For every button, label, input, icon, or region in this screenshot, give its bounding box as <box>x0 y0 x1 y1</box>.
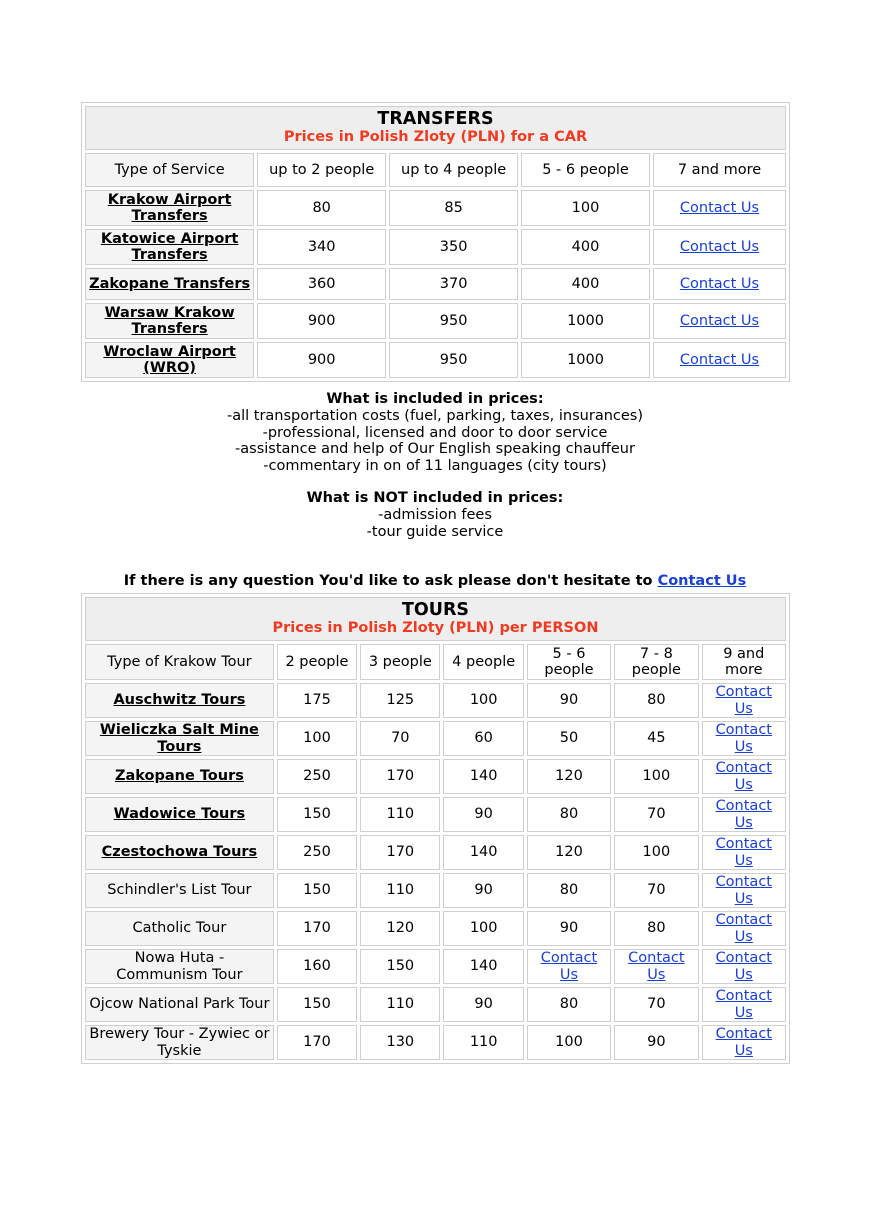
contact-us-link[interactable]: Contact Us <box>715 874 772 907</box>
contact-us-link[interactable]: Contact Us <box>715 760 772 793</box>
price-cell: 400 <box>521 268 650 300</box>
price-cell: 400 <box>521 229 650 265</box>
excluded-heading: What is NOT included in prices: <box>306 490 564 506</box>
price-cell: 100 <box>521 190 650 226</box>
price-cell: 170 <box>360 759 440 794</box>
table-row <box>85 721 786 756</box>
price-cell: 140 <box>443 835 523 870</box>
contact-us-link[interactable]: Contact Us <box>715 988 772 1021</box>
column-header: up to 2 people <box>257 153 386 187</box>
included-item: -all transportation costs (fuel, parking, taxes, insurances) <box>226 407 643 424</box>
price-cell: 80 <box>614 911 698 946</box>
table-row <box>85 911 786 946</box>
price-cell: 170 <box>277 1025 357 1060</box>
table-row <box>85 190 786 226</box>
tours-title: TOURS <box>401 600 470 620</box>
contact-us-link[interactable]: Contact Us <box>715 684 772 717</box>
price-cell: 110 <box>360 987 440 1022</box>
transfers-table <box>81 102 790 382</box>
price-cell: 140 <box>443 949 523 984</box>
column-header: 9 and more <box>702 644 786 680</box>
price-cell: 250 <box>277 835 357 870</box>
included-section <box>0 391 870 475</box>
table-row <box>85 987 786 1022</box>
price-cell: 80 <box>257 190 386 226</box>
price-cell: 90 <box>614 1025 698 1060</box>
price-cell: 170 <box>360 835 440 870</box>
question-text: If there is any question You'd like to ask please don't hesitate to <box>123 573 653 589</box>
transfers-title-cell <box>85 106 786 150</box>
contact-us-link[interactable]: Contact Us <box>679 199 760 216</box>
price-cell: 100 <box>527 1025 611 1060</box>
table-row <box>85 797 786 832</box>
price-cell: 45 <box>614 721 698 756</box>
price-cell: 70 <box>614 873 698 908</box>
price-cell: 80 <box>527 873 611 908</box>
price-cell: 340 <box>257 229 386 265</box>
price-cell: 120 <box>527 759 611 794</box>
table-row <box>85 1025 786 1060</box>
included-item: -assistance and help of Our English speaking chauffeur <box>235 441 635 458</box>
price-cell: 90 <box>443 797 523 832</box>
price-cell: 130 <box>360 1025 440 1060</box>
price-cell: 1000 <box>521 342 650 378</box>
column-header: 7 - 8 people <box>614 644 698 680</box>
price-cell: 85 <box>389 190 518 226</box>
included-heading: What is included in prices: <box>326 391 544 407</box>
tour-link[interactable]: Wieliczka Salt Mine Tours <box>99 722 259 755</box>
price-cell: 160 <box>277 949 357 984</box>
price-cell: 110 <box>360 873 440 908</box>
price-cell: 170 <box>277 911 357 946</box>
column-header: 5 - 6 people <box>521 153 650 187</box>
price-cell: 100 <box>614 835 698 870</box>
price-cell: 360 <box>257 268 386 300</box>
contact-us-link[interactable]: Contact Us <box>657 573 747 589</box>
column-header: Type of Service <box>85 153 254 187</box>
price-cell: 80 <box>527 797 611 832</box>
contact-us-link[interactable]: Contact Us <box>679 275 760 292</box>
tours-header-row <box>85 644 786 680</box>
price-cell: 150 <box>277 987 357 1022</box>
price-cell: 100 <box>443 911 523 946</box>
contact-us-link[interactable]: Contact Us <box>715 722 772 755</box>
tour-name: Catholic Tour <box>85 911 274 946</box>
tours-title-cell <box>85 597 786 641</box>
table-row <box>85 342 786 378</box>
price-cell: 900 <box>257 303 386 339</box>
price-cell: 100 <box>443 683 523 718</box>
price-cell: 90 <box>527 911 611 946</box>
excluded-item: -tour guide service <box>366 523 504 540</box>
price-cell: 110 <box>443 1025 523 1060</box>
price-cell: 150 <box>277 873 357 908</box>
question-line <box>0 573 870 590</box>
price-cell: 90 <box>443 873 523 908</box>
service-link[interactable]: Krakow Airport Transfers <box>107 191 232 224</box>
table-row <box>85 683 786 718</box>
price-cell: 120 <box>527 835 611 870</box>
tour-name: Nowa Huta - Communism Tour <box>85 949 274 984</box>
tours-subtitle: Prices in Polish Zloty (PLN) per PERSON <box>272 620 599 636</box>
price-cell: 90 <box>527 683 611 718</box>
excluded-item: -admission fees <box>378 506 492 523</box>
price-cell: 120 <box>360 911 440 946</box>
price-cell: 110 <box>360 797 440 832</box>
price-cell: 950 <box>389 342 518 378</box>
column-header: Type of Krakow Tour <box>85 644 274 680</box>
table-row <box>85 229 786 265</box>
transfers-subtitle: Prices in Polish Zloty (PLN) for a CAR <box>283 129 588 145</box>
price-cell: 70 <box>614 987 698 1022</box>
table-row <box>85 759 786 794</box>
price-cell: 1000 <box>521 303 650 339</box>
price-cell: 150 <box>277 797 357 832</box>
contact-us-link[interactable]: Contact Us <box>715 950 772 983</box>
contact-us-link[interactable]: Contact Us <box>715 836 772 869</box>
price-cell: 70 <box>360 721 440 756</box>
tour-name: Brewery Tour - Zywiec or Tyskie <box>85 1025 274 1060</box>
column-header: 5 - 6 people <box>527 644 611 680</box>
price-cell: 950 <box>389 303 518 339</box>
column-header: up to 4 people <box>389 153 518 187</box>
column-header: 4 people <box>443 644 523 680</box>
price-cell: 50 <box>527 721 611 756</box>
column-header: 3 people <box>360 644 440 680</box>
table-row <box>85 303 786 339</box>
contact-us-link[interactable]: Contact Us <box>679 312 760 329</box>
table-row <box>85 949 786 984</box>
contact-us-link[interactable]: Contact Us <box>715 912 772 945</box>
price-cell: 80 <box>527 987 611 1022</box>
tour-link[interactable]: Czestochowa Tours <box>101 844 258 861</box>
included-item: -commentary in on of 11 languages (city tours) <box>263 458 607 475</box>
service-link[interactable]: Katowice Airport Transfers <box>100 230 239 263</box>
table-row <box>85 835 786 870</box>
price-cell: 80 <box>614 683 698 718</box>
service-link[interactable]: Zakopane Transfers <box>89 275 251 292</box>
price-cell: 370 <box>389 268 518 300</box>
transfers-title: TRANSFERS <box>377 109 494 129</box>
contact-us-link[interactable]: Contact Us <box>679 238 760 255</box>
tours-table <box>81 593 790 1064</box>
price-cell: 100 <box>277 721 357 756</box>
price-cell: 250 <box>277 759 357 794</box>
contact-us-link[interactable]: Contact Us <box>715 798 772 831</box>
table-row <box>85 873 786 908</box>
tour-name: Schindler's List Tour <box>85 873 274 908</box>
table-row <box>85 268 786 300</box>
service-link[interactable]: Warsaw Krakow Transfers <box>104 304 235 337</box>
price-cell: 175 <box>277 683 357 718</box>
price-cell: 100 <box>614 759 698 794</box>
price-cell: 70 <box>614 797 698 832</box>
price-cell: 140 <box>443 759 523 794</box>
contact-us-link[interactable]: Contact Us <box>628 950 685 983</box>
price-cell: 125 <box>360 683 440 718</box>
excluded-section <box>0 490 870 540</box>
service-link[interactable]: Wroclaw Airport (WRO) <box>103 343 236 376</box>
price-cell: 350 <box>389 229 518 265</box>
contact-us-link[interactable]: Contact Us <box>715 1026 772 1059</box>
price-cell: 150 <box>360 949 440 984</box>
contact-us-link[interactable]: Contact Us <box>679 351 760 368</box>
column-header: 2 people <box>277 644 357 680</box>
price-cell: 90 <box>443 987 523 1022</box>
tour-link[interactable]: Zakopane Tours <box>114 768 244 785</box>
transfers-header-row <box>85 153 786 187</box>
price-cell: 900 <box>257 342 386 378</box>
tour-link[interactable]: Wadowice Tours <box>113 806 246 823</box>
tour-name: Ojcow National Park Tour <box>85 987 274 1022</box>
tour-link[interactable]: Auschwitz Tours <box>113 692 246 709</box>
price-cell: 60 <box>443 721 523 756</box>
included-item: -professional, licensed and door to door service <box>262 424 608 441</box>
column-header: 7 and more <box>653 153 786 187</box>
contact-us-link[interactable]: Contact Us <box>540 950 598 983</box>
